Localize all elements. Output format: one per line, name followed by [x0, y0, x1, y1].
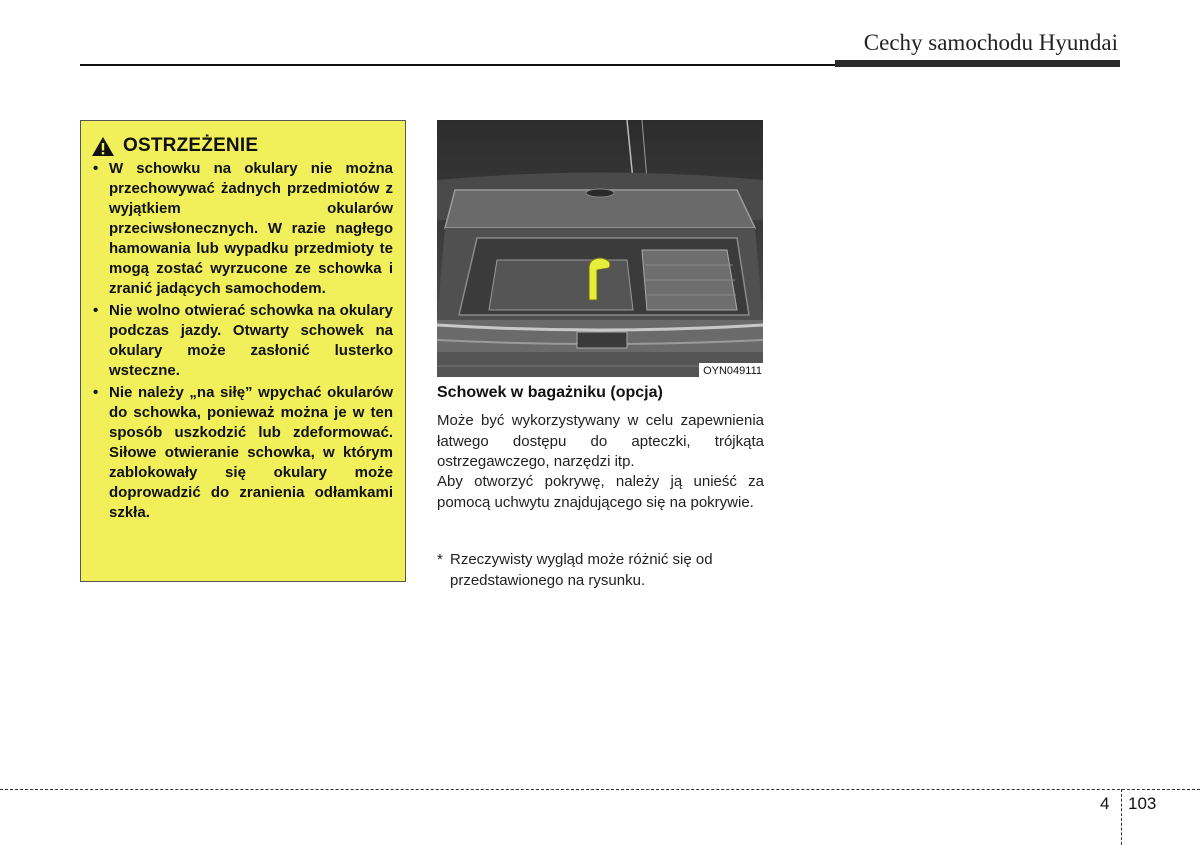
warning-item [91, 383, 393, 523]
body-paragraph: Może być wykorzystywany w celu zapewnienia łatwego dostępu do apteczki, trójkąta ostrzegawczego, narzędzi itp. [437, 412, 764, 470]
warning-list [91, 159, 393, 523]
bullet: • [93, 302, 99, 319]
running-header-title: Cechy samochodu Hyundai [863, 30, 1118, 55]
footnote [437, 550, 767, 591]
warning-title: OSTRZEŻENIE [123, 135, 259, 156]
warning-item [91, 159, 393, 299]
section-title: Schowek w bagażniku (opcja) [437, 384, 663, 401]
trunk-figure [437, 120, 763, 378]
body-paragraph: Aby otworzyć pokrywę, należy ją unieść za pomocą uchwytu znajdującego się na pokrywie. [437, 473, 764, 511]
footer-divider [1121, 789, 1122, 845]
warning-triangle-icon [91, 136, 115, 157]
warning-box [80, 120, 406, 582]
figure-code: OYN049111 [699, 363, 763, 378]
bullet: • [93, 160, 99, 177]
bullet: • [93, 384, 99, 401]
warning-item-text: W schowku na okulary nie można przechowywać żadnych przedmiotów z wyjątkiem okularów przeciwsłonecznych. W razie nagłego hamowania lub wypadku przedmioty te mogą zostać wyrzucone ze schowka i zranić jadących samochodem. [109, 160, 393, 297]
trunk-storage-compartment-photo [437, 120, 763, 377]
footnote-mark: * [437, 551, 443, 568]
footnote-text: Rzeczywisty wygląd może różnić się od przedstawionego na rysunku. [450, 551, 713, 589]
warning-item-text: Nie należy „na siłę” wpychać okularów do schowka, ponieważ można je w ten sposób uszkodzić lub zdeformować. Siłowe otwieranie schowka, w którym zablokowały się okulary może doprowadzić do zranienia odłamkami szkła. [109, 384, 393, 521]
warning-item [91, 301, 393, 381]
warning-heading [91, 135, 393, 157]
page-number: 103 [1128, 794, 1157, 813]
footer-rule [0, 789, 1200, 790]
warning-item-text: Nie wolno otwierać schowka na okulary podczas jazdy. Otwarty schowek na okulary może zasłonić lusterko wsteczne. [109, 302, 393, 379]
header-rule [80, 64, 835, 66]
chapter-number: 4 [1100, 794, 1110, 813]
header-rule-accent [835, 60, 1120, 67]
